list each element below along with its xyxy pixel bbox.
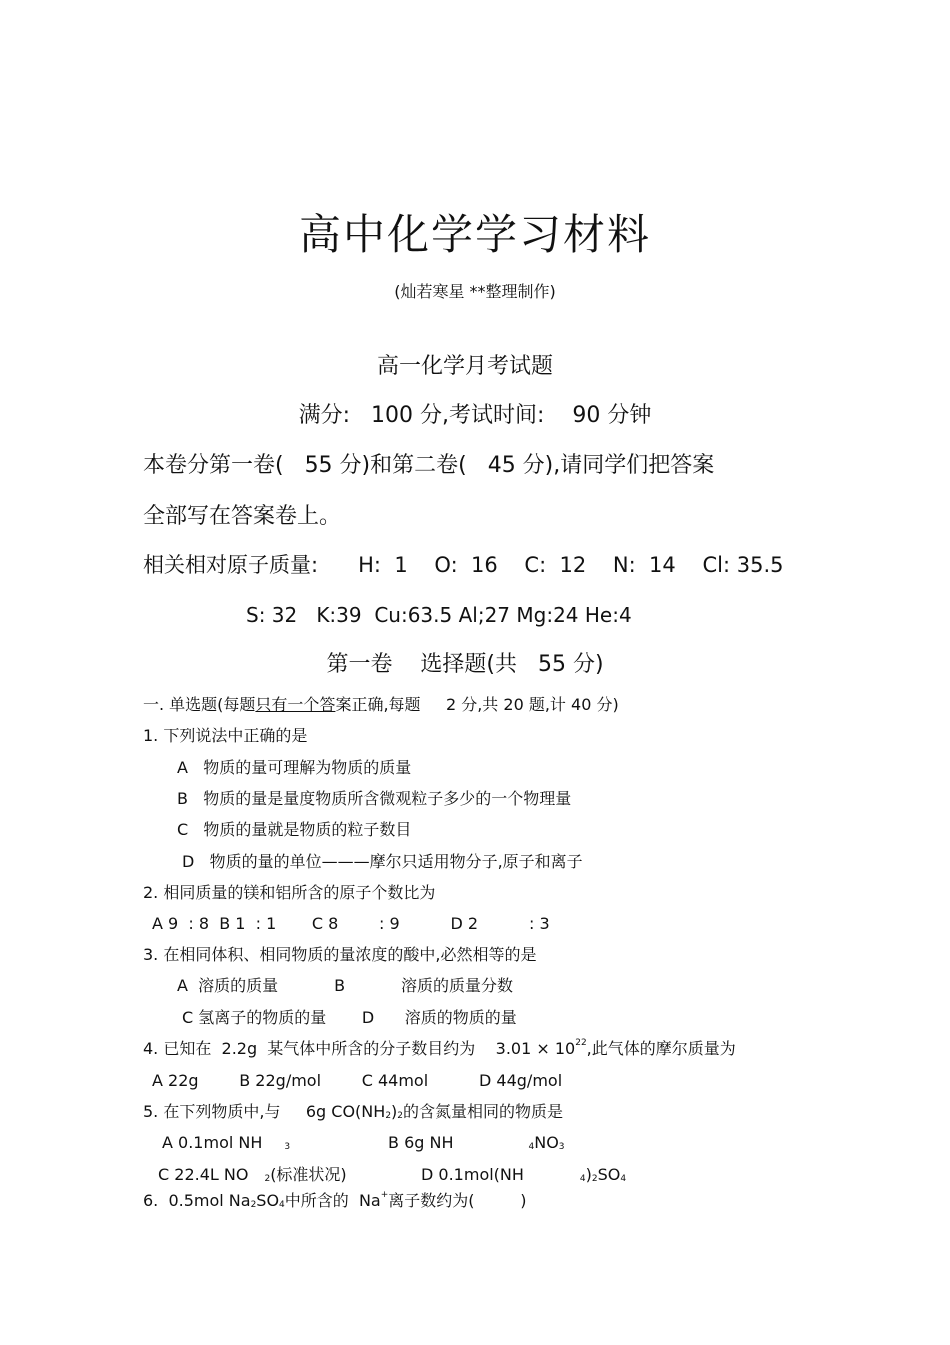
q2-stem: 2. 相同质量的镁和铝所含的原子个数比为 <box>143 883 436 902</box>
q5-option-b-sub: 4 <box>528 1142 535 1152</box>
q5-stem-close: ) <box>391 1102 398 1121</box>
q5-option-b <box>388 1135 565 1151</box>
q5-option-a-text: A 0.1mol NH <box>162 1133 263 1152</box>
q1-stem: 1. 下列说法中正确的是 <box>143 726 308 745</box>
q6-stem-mid: SO <box>256 1191 280 1210</box>
q5-option-b-text: B 6g NH <box>388 1133 454 1152</box>
q1-option-c: C 物质的量就是物质的粒子数目 <box>177 820 412 839</box>
atomic-masses-line1: 相关相对原子质量: H: 1 O: 16 C: 12 N: 14 Cl: 35.5 <box>143 553 784 577</box>
q6-stem <box>143 1190 527 1210</box>
q5-option-d-text: D 0.1mol(NH <box>421 1165 524 1184</box>
q5-option-c-tail: (标准状况) <box>270 1165 347 1184</box>
q6-stem-mid2: 中所含的 Na <box>284 1191 381 1210</box>
q5-option-d-sub: 4 <box>579 1174 586 1184</box>
q4-stem-pre: 4. 已知在 2.2g 某气体中所含的分子数目约为 3.01 × 10 <box>143 1039 576 1058</box>
q5-option-c <box>158 1167 347 1183</box>
q6-stem-pre: 6. 0.5mol Na <box>143 1191 251 1210</box>
q6-stem-sup: + <box>380 1190 389 1200</box>
q5-option-d-sub2: 2 <box>591 1174 598 1184</box>
q4-stem-post: ,此气体的摩尔质量为 <box>586 1039 736 1058</box>
exam-intro-line1: 本卷分第一卷( 55 分)和第二卷( 45 分),请同学们把答案 <box>143 453 715 478</box>
part1-title: 第一卷 选择题(共 55 分) <box>326 652 604 677</box>
q1-option-b: B 物质的量是量度物质所含微观粒子多少的一个物理量 <box>177 789 572 808</box>
q5-option-a-sub: 3 <box>284 1142 291 1152</box>
q5-option-d-tail: SO <box>597 1165 621 1184</box>
atomic-masses-line2: S: 32 K:39 Cu:63.5 Al;27 Mg:24 He:4 <box>246 603 632 627</box>
q5-option-c-text: C 22.4L NO <box>158 1165 249 1184</box>
q6-stem-post: 离子数约为( ) <box>388 1191 527 1210</box>
section1-heading <box>143 697 619 713</box>
q5-option-c-sub: 2 <box>264 1174 271 1184</box>
q2-options: A 9 : 8 B 1 : 1 C 8 : 9 D 2 : 3 <box>152 914 550 933</box>
q5-stem-pre: 5. 在下列物质中,与 6g CO(NH <box>143 1102 386 1121</box>
q3-options-ab: A 溶质的质量 B 溶质的质量分数 <box>177 976 513 995</box>
section1-heading-pre: 一. 单选题(每题 <box>143 695 256 714</box>
q4-stem-exponent: 22 <box>575 1038 587 1048</box>
q5-option-d-close: ) <box>585 1165 592 1184</box>
exam-info: 满分: 100 分,考试时间: 90 分钟 <box>298 403 652 428</box>
q5-stem-sub2: 2 <box>397 1111 404 1121</box>
q3-options-cd: C 氢离子的物质的量 D 溶质的物质的量 <box>182 1008 517 1027</box>
q1-option-a: A 物质的量可理解为物质的质量 <box>177 758 412 777</box>
q5-stem-sub: 2 <box>385 1111 392 1121</box>
document-subtitle: (灿若寒星 **整理制作) <box>394 282 556 301</box>
q5-option-d-sub3: 4 <box>620 1174 627 1184</box>
section1-heading-underlined: 只有一个答 <box>255 695 336 714</box>
q6-stem-sub: 2 <box>250 1200 257 1210</box>
exam-intro-line2: 全部写在答案卷上。 <box>143 504 342 529</box>
q5-stem-post: 的含氮量相同的物质是 <box>403 1102 564 1121</box>
document-title: 高中化学学习材料 <box>298 210 651 259</box>
q1-option-d: D 物质的量的单位———摩尔只适用物分子,原子和离子 <box>182 852 583 871</box>
q5-option-d <box>421 1167 626 1183</box>
q5-option-a <box>162 1135 290 1151</box>
q5-option-b-sub2: 3 <box>558 1142 565 1152</box>
exam-title: 高一化学月考试题 <box>376 354 553 379</box>
q4-stem <box>143 1038 736 1058</box>
q6-stem-sub2: 4 <box>279 1200 285 1210</box>
section1-heading-post: 案正确,每题 2 分,共 20 题,计 40 分) <box>335 695 619 714</box>
q4-options: A 22g B 22g/mol C 44mol D 44g/mol <box>152 1071 563 1090</box>
q3-stem: 3. 在相同体积、相同物质的量浓度的酸中,必然相等的是 <box>143 945 537 964</box>
q5-option-b-tail: NO <box>534 1133 559 1152</box>
q5-stem <box>143 1104 563 1120</box>
